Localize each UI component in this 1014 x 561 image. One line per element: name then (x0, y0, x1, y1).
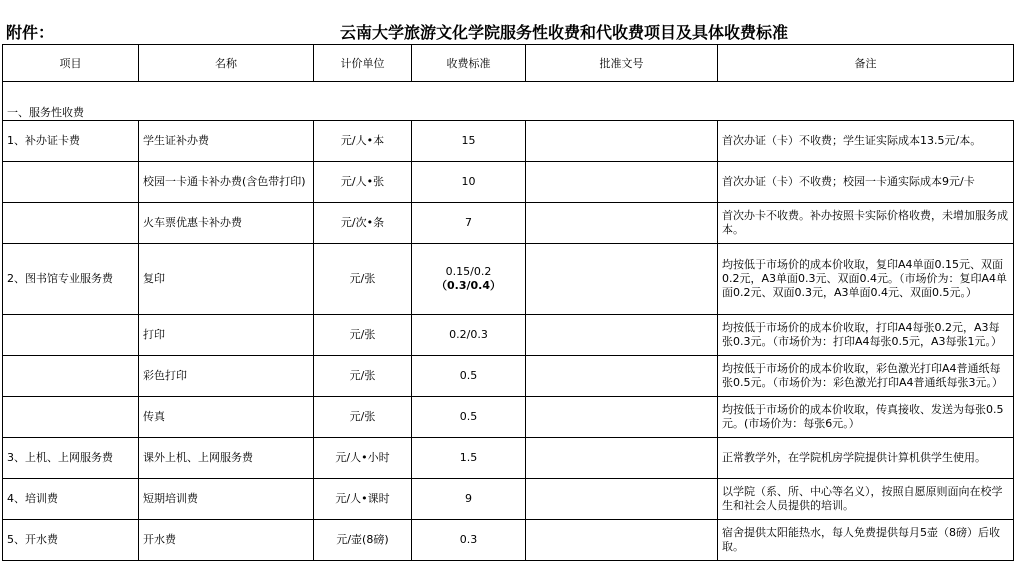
name-cell: 课外上机、上网服务费 (139, 438, 314, 479)
table-row (3, 244, 1014, 315)
note-cell: 首次办卡不收费。补办按照卡实际价格收费，未增加服务成本。 (718, 203, 1014, 244)
project-cell (3, 315, 139, 356)
note-cell: 首次办证（卡）不收费；校园一卡通实际成本9元/卡 (718, 162, 1014, 203)
unit-cell: 元/壶(8磅) (314, 520, 412, 561)
col-header-project: 项目 (3, 45, 139, 82)
name-cell: 火车票优惠卡补办费 (139, 203, 314, 244)
approval-cell (526, 479, 718, 520)
unit-cell: 元/张 (314, 356, 412, 397)
document-title: 云南大学旅游文化学院服务性收费和代收费项目及具体收费标准 (340, 23, 789, 42)
unit-cell: 元/人•张 (314, 162, 412, 203)
table-row (3, 356, 1014, 397)
col-header-approval: 批准文号 (526, 45, 718, 82)
unit-cell: 元/人•小时 (314, 438, 412, 479)
note-cell: 均按低于市场价的成本价收取，复印A4单面0.15元、双面0.2元，A3单面0.3元、双面0.4元。（市场价为：复印A4单面0.2元、双面0.3元，A3单面0.4元、双面0.5元。） (718, 244, 1014, 315)
name-cell: 复印 (139, 244, 314, 315)
header-row (3, 45, 1014, 82)
table-row (3, 438, 1014, 479)
table-row (3, 479, 1014, 520)
table-row (3, 162, 1014, 203)
fee-market-value: （0.3/0.4） (436, 279, 501, 292)
note-cell: 均按低于市场价的成本价收取，彩色激光打印A4普通纸每张0.5元。（市场价为：彩色激光打印A4普通纸每张3元。） (718, 356, 1014, 397)
approval-cell (526, 121, 718, 162)
fee-cell: 0.3 (412, 520, 526, 561)
col-header-unit: 计价单位 (314, 45, 412, 82)
col-header-fee: 收费标准 (412, 45, 526, 82)
note-cell: 均按低于市场价的成本价收取，传真接收、发送为每张0.5元。(市场价为：每张6元。） (718, 397, 1014, 438)
note-cell: 正常教学外，在学院机房学院提供计算机供学生使用。 (718, 438, 1014, 479)
unit-cell: 元/人•课时 (314, 479, 412, 520)
approval-cell (526, 315, 718, 356)
col-header-note: 备注 (718, 45, 1014, 82)
note-cell: 均按低于市场价的成本价收取，打印A4每张0.2元，A3每张0.3元。（市场价为：打印A4每张0.5元，A3每张1元。） (718, 315, 1014, 356)
project-cell (3, 162, 139, 203)
project-cell: 1、补办证卡费 (3, 121, 139, 162)
project-cell: 3、上机、上网服务费 (3, 438, 139, 479)
project-cell (3, 356, 139, 397)
project-cell (3, 203, 139, 244)
name-cell: 短期培训费 (139, 479, 314, 520)
fee-table (2, 44, 1014, 561)
title-row (0, 0, 1014, 46)
approval-cell (526, 203, 718, 244)
table-row (3, 520, 1014, 561)
project-cell (3, 397, 139, 438)
fee-cell: 1.5 (412, 438, 526, 479)
approval-cell (526, 438, 718, 479)
fee-cell (412, 244, 526, 315)
fee-cell: 9 (412, 479, 526, 520)
unit-cell: 元/次•条 (314, 203, 412, 244)
name-cell: 彩色打印 (139, 356, 314, 397)
project-cell: 4、培训费 (3, 479, 139, 520)
col-header-name: 名称 (139, 45, 314, 82)
note-cell: 宿舍提供太阳能热水，每人免费提供每月5壶（8磅）后收取。 (718, 520, 1014, 561)
approval-cell (526, 397, 718, 438)
project-cell: 2、图书馆专业服务费 (3, 244, 139, 315)
unit-cell: 元/张 (314, 315, 412, 356)
section-title: 一、服务性收费 (3, 82, 1014, 121)
note-cell: 首次办证（卡）不收费；学生证实际成本13.5元/本。 (718, 121, 1014, 162)
name-cell: 开水费 (139, 520, 314, 561)
project-cell: 5、开水费 (3, 520, 139, 561)
unit-cell: 元/人•本 (314, 121, 412, 162)
unit-cell: 元/张 (314, 397, 412, 438)
approval-cell (526, 520, 718, 561)
name-cell: 传真 (139, 397, 314, 438)
fee-cell: 7 (412, 203, 526, 244)
fee-cell: 10 (412, 162, 526, 203)
table-row (3, 203, 1014, 244)
fee-cell: 0.5 (412, 356, 526, 397)
fee-cell: 0.5 (412, 397, 526, 438)
table-row (3, 315, 1014, 356)
name-cell: 打印 (139, 315, 314, 356)
approval-cell (526, 162, 718, 203)
name-cell: 校园一卡通卡补办费(含色带打印) (139, 162, 314, 203)
unit-cell: 元/张 (314, 244, 412, 315)
table-row (3, 397, 1014, 438)
table-row (3, 121, 1014, 162)
approval-cell (526, 356, 718, 397)
attachment-label: 附件： (6, 23, 55, 42)
section-row (3, 82, 1014, 121)
fee-cell: 15 (412, 121, 526, 162)
name-cell: 学生证补办费 (139, 121, 314, 162)
approval-cell (526, 244, 718, 315)
fee-value: 0.15/0.2 (445, 265, 492, 278)
note-cell: 以学院（系、所、中心等名义），按照自愿原则面向在校学生和社会人员提供的培训。 (718, 479, 1014, 520)
fee-cell: 0.2/0.3 (412, 315, 526, 356)
